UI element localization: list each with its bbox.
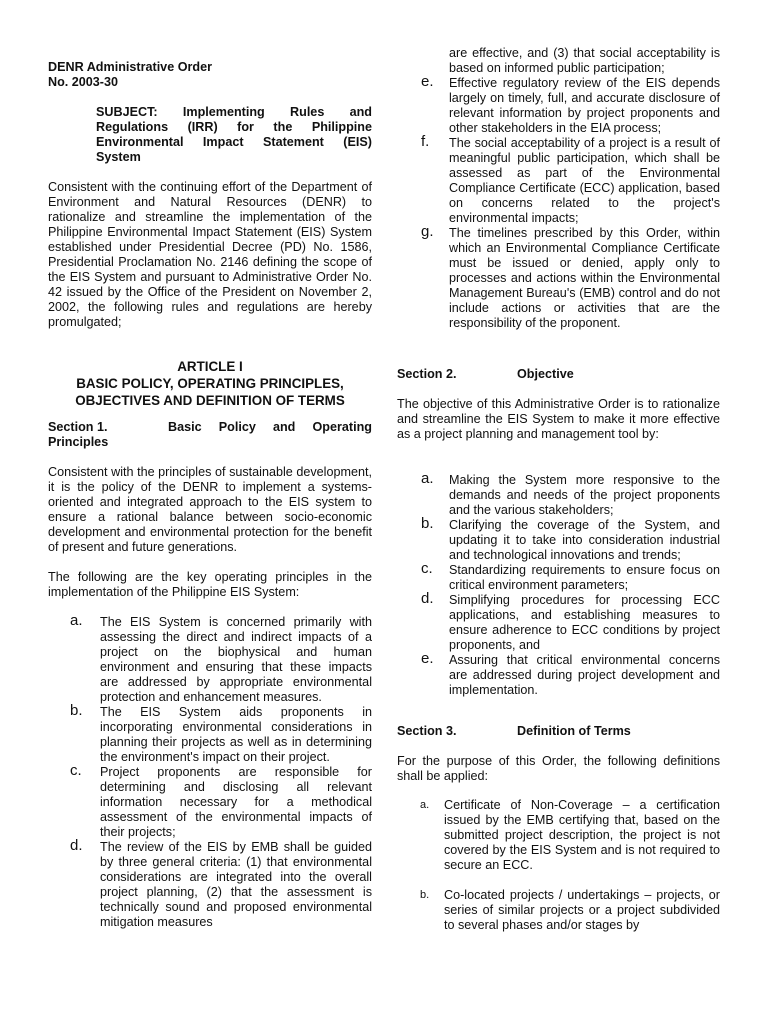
list-letter: e.: [421, 73, 434, 90]
list-text: Co-located projects / undertakings – projects, or series of similar projects or a project subdivided to several phases and/or stages by: [444, 888, 720, 932]
list-text: Clarifying the coverage of the System, and updating it to take into consideration industrial and technological innovations and trends;: [449, 518, 720, 562]
definitions-list: [397, 798, 720, 933]
article-title-line2: OBJECTIVES AND DEFINITION OF TERMS: [75, 393, 345, 408]
section1-title-a: Basic Policy and Operating: [168, 420, 372, 434]
principles-list-left: [48, 612, 372, 930]
section3-paragraph: For the purpose of this Order, the following definitions shall be applied:: [397, 754, 720, 783]
list-letter: f.: [421, 133, 430, 150]
list-text: Standardizing requirements to ensure focus on critical environment parameters;: [449, 563, 720, 592]
list-text: Certificate of Non-Coverage – a certification issued by the EMB certifying that, based on the submitted project description, the project is not covered by the EIS System and is not required to secure an ECC.: [444, 798, 720, 872]
list-item: [397, 560, 720, 593]
article-number: ARTICLE I: [177, 359, 243, 374]
list-letter: c.: [70, 762, 82, 779]
list-letter: d.: [421, 590, 434, 607]
list-item: [397, 650, 720, 698]
section1-policy-paragraph: Consistent with the principles of sustainable development, it is the policy of the DENR to implement a systems-oriented and integrated approach to the EIS system to ensure a rational balance between socio-economic development and environmental protection for the benefit of present and future generations.: [48, 465, 372, 554]
section1-principles-intro: The following are the key operating principles in the implementation of the Philippine EIS System:: [48, 570, 372, 599]
list-item: [397, 590, 720, 653]
list-item: [397, 515, 720, 563]
section1-number: Section 1.: [48, 420, 108, 434]
list-letter: a.: [420, 799, 430, 811]
list-letter: g.: [421, 223, 434, 240]
list-text: Making the System more responsive to the demands and needs of the project proponents and the various stakeholders;: [449, 473, 720, 517]
list-item: [397, 470, 720, 518]
order-code: No. 2003-30: [48, 75, 119, 89]
order-number: [48, 60, 372, 90]
section3-title: Definition of Terms: [517, 724, 631, 738]
list-text: are effective, and (3) that social acceptability is based on informed public participation;: [449, 46, 720, 75]
section3-heading: [397, 724, 631, 739]
list-text: Project proponents are responsible for determining and disclosing all relevant information necessary for a methodical assessment of the environmental impacts of their projects;: [100, 765, 372, 839]
list-item: [397, 73, 720, 136]
section2-heading: [397, 367, 574, 382]
list-item: [48, 837, 372, 930]
list-item: [48, 702, 372, 765]
section3-number: Section 3.: [397, 724, 457, 738]
article-heading: [48, 358, 372, 409]
list-item: [397, 223, 720, 331]
list-letter: e.: [421, 650, 434, 667]
list-item: [397, 798, 720, 873]
list-text: The timelines prescribed by this Order, within which an Environmental Compliance Certificate must be issued or denied, apply only to processes and actions within the Environmental Management Bureau's (EMB) control and do not include actions or activities that are the responsibility of the proponent.: [449, 226, 720, 330]
list-item: [48, 612, 372, 705]
list-item: [397, 888, 720, 933]
section1-heading: [48, 420, 372, 450]
list-letter: a.: [421, 470, 434, 487]
list-text: Assuring that critical environmental concerns are addressed during project development and implementation.: [449, 653, 720, 697]
list-letter: d.: [70, 837, 83, 854]
list-text: The social acceptability of a project is a result of meaningful public participation, which shall be assessed as part of the Environmental Compliance Certificate (ECC) application, based on concerns related to the project's environmental impacts;: [449, 136, 720, 225]
list-letter: b.: [70, 702, 83, 719]
list-letter: a.: [70, 612, 83, 629]
principles-list-right: [397, 46, 720, 331]
article-title-line1: BASIC POLICY, OPERATING PRINCIPLES,: [76, 376, 344, 391]
objectives-list: [397, 470, 720, 698]
order-title: DENR Administrative Order: [48, 60, 212, 74]
subject-line: SUBJECT: Implementing Rules and Regulations (IRR) for the Philippine Environmental Impact Statement (EIS) System: [96, 105, 372, 164]
list-text: The review of the EIS by EMB shall be guided by three general criteria: (1) that environmental considerations are integrated into the overall project planning, (2) that the assessment is technically sound and proposed environmental mitigation measures: [100, 840, 372, 929]
intro-paragraph: Consistent with the continuing effort of the Department of Environment and Natural Resources (DENR) to rationalize and streamline the implementation of the Philippine Environmental Impact Statement (EIS) System established under Presidential Decree (PD) No. 1586, Presidential Proclamation No. 2146 defining the scope of the EIS System and pursuant to Administrative Order No. 42 issued by the Office of the President on November 2, 2002, the following rules and regulations are hereby promulgated;: [48, 180, 372, 329]
section2-paragraph: The objective of this Administrative Order is to rationalize and streamline the EIS System to make it more effective as a project planning and management tool by:: [397, 397, 720, 441]
list-text: Simplifying procedures for processing ECC applications, and establishing measures to ensure adherence to ECC conditions by project proponents, and: [449, 593, 720, 652]
list-letter: c.: [421, 560, 433, 577]
list-item-continuation: [397, 46, 720, 76]
list-text: Effective regulatory review of the EIS depends largely on timely, full, and accurate disclosure of relevant information by project proponents and other stakeholders in the EIA process;: [449, 76, 720, 135]
section1-title-b: Principles: [48, 435, 109, 449]
list-letter: b.: [421, 515, 434, 532]
section2-number: Section 2.: [397, 367, 457, 381]
list-item: [48, 762, 372, 840]
section2-title: Objective: [517, 367, 574, 381]
list-text: The EIS System is concerned primarily with assessing the direct and indirect impacts of a project on the biophysical and human environment and ensuring that these impacts are addressed by appropriate environmental protection and enhancement measures.: [100, 615, 372, 704]
list-item: [397, 133, 720, 226]
list-text: The EIS System aids proponents in incorporating environmental considerations in planning their projects as well as in determining the environment's impact on their project.: [100, 705, 372, 764]
list-letter: b.: [420, 889, 430, 901]
